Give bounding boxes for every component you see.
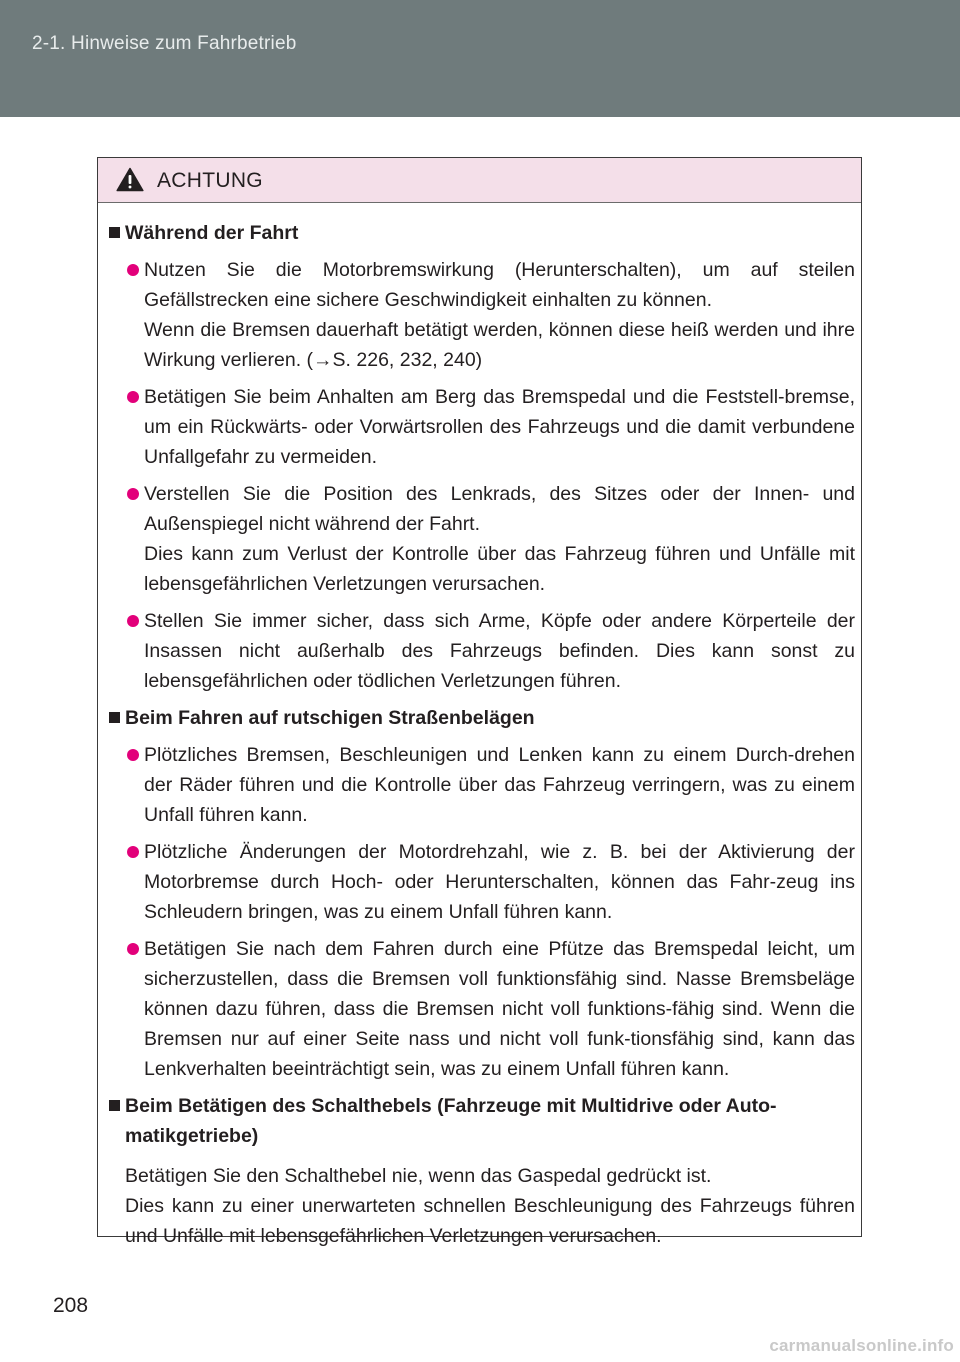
warning-box [97, 157, 862, 1247]
bullet-item [108, 740, 855, 830]
watermark: carmanualsonline.info [769, 1336, 954, 1355]
chapter-title: 2-1. Hinweise zum Fahrbetrieb [32, 33, 297, 54]
bullet-text: Verstellen Sie die Position des Lenkrads, des Sitzes oder der Innen- und Außenspiegel nicht während der Fahrt. [144, 483, 855, 535]
bullet-text: Wenn die Bremsen dauerhaft betätigt werden, können diese heiß werden und ihre Wirkung verlieren. (→S. 226, 232, 240) [144, 319, 855, 371]
round-bullet-icon [127, 846, 139, 858]
chapter-header [0, 0, 960, 117]
round-bullet-icon [127, 391, 139, 403]
bullet-text: Plötzliche Änderungen der Motordrehzahl, wie z. B. bei der Aktivierung der Motorbremse durch Hoch- oder Herunterschalten, können das Fahr-zeug ins Schleudern bringen, was zu einem Unfall führen kann. [144, 841, 855, 923]
section-title-text: Während der Fahrt [125, 222, 299, 244]
round-bullet-icon [127, 488, 139, 500]
page-number: 208 [53, 1294, 89, 1317]
bullet-item [108, 382, 855, 472]
square-bullet-icon [109, 227, 120, 238]
section-title-driving [108, 218, 855, 248]
bullet-item [108, 934, 855, 1084]
bullet-item [108, 255, 855, 375]
section-title-slippery [108, 703, 855, 733]
bullet-item [108, 837, 855, 927]
warning-header [98, 158, 861, 203]
round-bullet-icon [127, 615, 139, 627]
section-body [108, 1161, 855, 1251]
warning-triangle-icon [116, 167, 144, 192]
body-text: Dies kann zu einer unerwarteten schnellen Beschleunigung des Fahrzeugs führen und Unfälle mit lebensgefährlichen Verletzungen verursachen. [125, 1195, 855, 1247]
bullet-text: Betätigen Sie beim Anhalten am Berg das Bremspedal und die Feststell-bremse, um ein Rückwärts- oder Vorwärtsrollen des Fahrzeugs und die damit verbundene Unfallgefahr zu vermeiden. [144, 386, 855, 468]
bullet-text: Plötzliches Bremsen, Beschleunigen und Lenken kann zu einem Durch-drehen der Räder führen und die Kontrolle über das Fahrzeug verringern, was zu einem Unfall führen kann. [144, 744, 855, 826]
bullet-text: Stellen Sie immer sicher, dass sich Arme, Köpfe oder andere Körperteile der Insassen nicht außerhalb des Fahrzeugs befinden. Dies kann sonst zu lebensgefährlichen oder tödlichen Verletzungen führen. [144, 610, 855, 692]
section-title-text: Beim Fahren auf rutschigen Straßenbelägen [125, 707, 535, 729]
bullet-text: Betätigen Sie nach dem Fahren durch eine Pfütze das Bremspedal leicht, um sicherzustellen, dass die Bremsen voll funktionsfähig sind. Nasse Bremsbeläge können dazu führen, dass die Bremsen nicht voll funktions-fähig sind. Wenn die Bremsen nur auf einer Seite nass und nicht voll funk-tionsfähig sind, kann das Lenkverhalten beeinträchtigt sein, was zu einem Unfall führen kann. [144, 938, 855, 1080]
square-bullet-icon [109, 1100, 120, 1111]
section-title-text: Beim Betätigen des Schalthebels (Fahrzeuge mit Multidrive oder Auto-matikgetriebe) [125, 1095, 777, 1147]
body-text: Betätigen Sie den Schalthebel nie, wenn das Gaspedal gedrückt ist. [125, 1165, 712, 1187]
bullet-item [108, 479, 855, 599]
round-bullet-icon [127, 264, 139, 276]
warning-content [98, 218, 863, 1251]
warning-label: ACHTUNG [157, 169, 263, 192]
bullet-text: Nutzen Sie die Motorbremswirkung (Herunterschalten), um auf steilen Gefällstrecken eine sichere Geschwindigkeit einhalten zu können. [144, 259, 855, 311]
round-bullet-icon [127, 943, 139, 955]
bullet-item [108, 606, 855, 696]
square-bullet-icon [109, 712, 120, 723]
bullet-text: Dies kann zum Verlust der Kontrolle über das Fahrzeug führen und Unfälle mit lebensgefährlichen Verletzungen verursachen. [144, 543, 855, 595]
section-title-shift-lever [108, 1091, 855, 1151]
round-bullet-icon [127, 749, 139, 761]
